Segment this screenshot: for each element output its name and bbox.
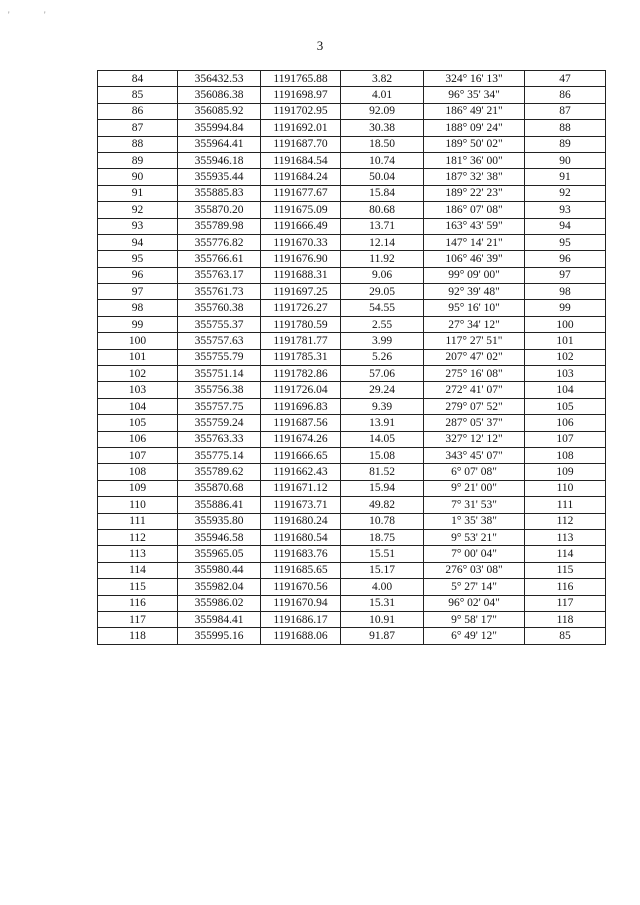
next-point-cell: 117 <box>525 595 606 611</box>
y-coordinate-cell: 1191683.76 <box>261 546 341 562</box>
distance-cell: 9.39 <box>341 398 424 414</box>
x-coordinate-cell: 355776.82 <box>178 234 261 250</box>
y-coordinate-cell: 1191688.31 <box>261 267 341 283</box>
x-coordinate-cell: 355763.17 <box>178 267 261 283</box>
point-number-cell: 118 <box>98 628 178 644</box>
y-coordinate-cell: 1191726.27 <box>261 300 341 316</box>
distance-cell: 11.92 <box>341 251 424 267</box>
bearing-cell: 189° 22' 23" <box>424 185 525 201</box>
point-number-cell: 106 <box>98 431 178 447</box>
point-number-cell: 113 <box>98 546 178 562</box>
bearing-cell: 1° 35' 38" <box>424 513 525 529</box>
next-point-cell: 116 <box>525 579 606 595</box>
table-row <box>98 464 606 480</box>
x-coordinate-cell: 355766.61 <box>178 251 261 267</box>
y-coordinate-cell: 1191782.86 <box>261 366 341 382</box>
x-coordinate-cell: 355756.38 <box>178 382 261 398</box>
next-point-cell: 89 <box>525 136 606 152</box>
x-coordinate-cell: 355980.44 <box>178 562 261 578</box>
point-number-cell: 115 <box>98 579 178 595</box>
y-coordinate-cell: 1191684.24 <box>261 169 341 185</box>
distance-cell: 54.55 <box>341 300 424 316</box>
next-point-cell: 94 <box>525 218 606 234</box>
distance-cell: 29.24 <box>341 382 424 398</box>
table-row <box>98 529 606 545</box>
x-coordinate-cell: 355761.73 <box>178 284 261 300</box>
distance-cell: 50.04 <box>341 169 424 185</box>
next-point-cell: 99 <box>525 300 606 316</box>
point-number-cell: 104 <box>98 398 178 414</box>
distance-cell: 4.01 <box>341 87 424 103</box>
table-row <box>98 202 606 218</box>
y-coordinate-cell: 1191680.24 <box>261 513 341 529</box>
next-point-cell: 106 <box>525 415 606 431</box>
point-number-cell: 105 <box>98 415 178 431</box>
bearing-cell: 327° 12' 12" <box>424 431 525 447</box>
table-row <box>98 316 606 332</box>
bearing-cell: 9° 53' 21" <box>424 529 525 545</box>
distance-cell: 4.00 <box>341 579 424 595</box>
bearing-cell: 96° 02' 04" <box>424 595 525 611</box>
y-coordinate-cell: 1191666.49 <box>261 218 341 234</box>
point-number-cell: 92 <box>98 202 178 218</box>
bearing-cell: 7° 31' 53" <box>424 497 525 513</box>
y-coordinate-cell: 1191673.71 <box>261 497 341 513</box>
distance-cell: 10.78 <box>341 513 424 529</box>
next-point-cell: 47 <box>525 71 606 87</box>
x-coordinate-cell: 356085.92 <box>178 103 261 119</box>
distance-cell: 57.06 <box>341 366 424 382</box>
bearing-cell: 287° 05' 37" <box>424 415 525 431</box>
table-row <box>98 234 606 250</box>
distance-cell: 5.26 <box>341 349 424 365</box>
table-row <box>98 382 606 398</box>
distance-cell: 10.74 <box>341 152 424 168</box>
x-coordinate-cell: 355759.24 <box>178 415 261 431</box>
point-number-cell: 89 <box>98 152 178 168</box>
table-row <box>98 611 606 627</box>
table-row <box>98 431 606 447</box>
table-row <box>98 87 606 103</box>
next-point-cell: 97 <box>525 267 606 283</box>
next-point-cell: 104 <box>525 382 606 398</box>
bearing-cell: 275° 16' 08" <box>424 366 525 382</box>
x-coordinate-cell: 355870.20 <box>178 202 261 218</box>
x-coordinate-cell: 356432.53 <box>178 71 261 87</box>
bearing-cell: 324° 16' 13" <box>424 71 525 87</box>
next-point-cell: 87 <box>525 103 606 119</box>
table-row <box>98 103 606 119</box>
bearing-cell: 186° 07' 08" <box>424 202 525 218</box>
point-number-cell: 114 <box>98 562 178 578</box>
bearing-cell: 189° 50' 02" <box>424 136 525 152</box>
x-coordinate-cell: 355751.14 <box>178 366 261 382</box>
x-coordinate-cell: 355982.04 <box>178 579 261 595</box>
bearing-cell: 147° 14' 21" <box>424 234 525 250</box>
y-coordinate-cell: 1191696.83 <box>261 398 341 414</box>
x-coordinate-cell: 355946.18 <box>178 152 261 168</box>
table-row <box>98 300 606 316</box>
point-number-cell: 91 <box>98 185 178 201</box>
y-coordinate-cell: 1191726.04 <box>261 382 341 398</box>
x-coordinate-cell: 355965.05 <box>178 546 261 562</box>
y-coordinate-cell: 1191677.67 <box>261 185 341 201</box>
next-point-cell: 108 <box>525 447 606 463</box>
point-number-cell: 85 <box>98 87 178 103</box>
next-point-cell: 109 <box>525 464 606 480</box>
bearing-cell: 95° 16' 10" <box>424 300 525 316</box>
y-coordinate-cell: 1191686.17 <box>261 611 341 627</box>
distance-cell: 3.99 <box>341 333 424 349</box>
y-coordinate-cell: 1191698.97 <box>261 87 341 103</box>
distance-cell: 3.82 <box>341 71 424 87</box>
x-coordinate-cell: 355994.84 <box>178 120 261 136</box>
x-coordinate-cell: 355935.44 <box>178 169 261 185</box>
x-coordinate-cell: 355870.68 <box>178 480 261 496</box>
table-row <box>98 218 606 234</box>
distance-cell: 13.91 <box>341 415 424 431</box>
table-row <box>98 169 606 185</box>
bearing-cell: 343° 45' 07" <box>424 447 525 463</box>
distance-cell: 10.91 <box>341 611 424 627</box>
x-coordinate-cell: 355755.79 <box>178 349 261 365</box>
table-row <box>98 136 606 152</box>
bearing-cell: 9° 58' 17" <box>424 611 525 627</box>
y-coordinate-cell: 1191662.43 <box>261 464 341 480</box>
point-number-cell: 111 <box>98 513 178 529</box>
distance-cell: 92.09 <box>341 103 424 119</box>
y-coordinate-cell: 1191687.70 <box>261 136 341 152</box>
table-row <box>98 415 606 431</box>
table-row <box>98 251 606 267</box>
table-row <box>98 513 606 529</box>
point-number-cell: 110 <box>98 497 178 513</box>
next-point-cell: 111 <box>525 497 606 513</box>
next-point-cell: 102 <box>525 349 606 365</box>
bearing-cell: 207° 47' 02" <box>424 349 525 365</box>
distance-cell: 15.51 <box>341 546 424 562</box>
y-coordinate-cell: 1191684.54 <box>261 152 341 168</box>
next-point-cell: 85 <box>525 628 606 644</box>
y-coordinate-cell: 1191676.90 <box>261 251 341 267</box>
bearing-cell: 92° 39' 48" <box>424 284 525 300</box>
next-point-cell: 88 <box>525 120 606 136</box>
bearing-cell: 279° 07' 52" <box>424 398 525 414</box>
bearing-cell: 96° 35' 34" <box>424 87 525 103</box>
distance-cell: 12.14 <box>341 234 424 250</box>
next-point-cell: 112 <box>525 513 606 529</box>
x-coordinate-cell: 355995.16 <box>178 628 261 644</box>
point-number-cell: 97 <box>98 284 178 300</box>
table-row <box>98 595 606 611</box>
distance-cell: 80.68 <box>341 202 424 218</box>
y-coordinate-cell: 1191780.59 <box>261 316 341 332</box>
point-number-cell: 94 <box>98 234 178 250</box>
corner-mark: ' <box>44 10 46 20</box>
bearing-cell: 9° 21' 00" <box>424 480 525 496</box>
point-number-cell: 100 <box>98 333 178 349</box>
y-coordinate-cell: 1191692.01 <box>261 120 341 136</box>
table-row <box>98 333 606 349</box>
x-coordinate-cell: 355757.63 <box>178 333 261 349</box>
table-row <box>98 120 606 136</box>
x-coordinate-cell: 355935.80 <box>178 513 261 529</box>
next-point-cell: 105 <box>525 398 606 414</box>
corner-mark: ' <box>8 10 10 20</box>
next-point-cell: 95 <box>525 234 606 250</box>
x-coordinate-cell: 355885.83 <box>178 185 261 201</box>
page-number: 3 <box>316 38 324 53</box>
point-number-cell: 101 <box>98 349 178 365</box>
distance-cell: 49.82 <box>341 497 424 513</box>
table-row <box>98 562 606 578</box>
table-row <box>98 447 606 463</box>
table-row <box>98 366 606 382</box>
table-row <box>98 398 606 414</box>
next-point-cell: 114 <box>525 546 606 562</box>
bearing-cell: 276° 03' 08" <box>424 562 525 578</box>
y-coordinate-cell: 1191670.94 <box>261 595 341 611</box>
point-number-cell: 98 <box>98 300 178 316</box>
distance-cell: 15.31 <box>341 595 424 611</box>
y-coordinate-cell: 1191670.56 <box>261 579 341 595</box>
x-coordinate-cell: 355763.33 <box>178 431 261 447</box>
y-coordinate-cell: 1191680.54 <box>261 529 341 545</box>
bearing-cell: 106° 46' 39" <box>424 251 525 267</box>
y-coordinate-cell: 1191675.09 <box>261 202 341 218</box>
distance-cell: 9.06 <box>341 267 424 283</box>
x-coordinate-cell: 355760.38 <box>178 300 261 316</box>
next-point-cell: 90 <box>525 152 606 168</box>
coordinates-table <box>97 70 606 645</box>
table-row <box>98 579 606 595</box>
y-coordinate-cell: 1191666.65 <box>261 447 341 463</box>
distance-cell: 2.55 <box>341 316 424 332</box>
next-point-cell: 91 <box>525 169 606 185</box>
y-coordinate-cell: 1191685.65 <box>261 562 341 578</box>
next-point-cell: 101 <box>525 333 606 349</box>
table-row <box>98 71 606 87</box>
point-number-cell: 86 <box>98 103 178 119</box>
table-row <box>98 152 606 168</box>
point-number-cell: 116 <box>98 595 178 611</box>
point-number-cell: 88 <box>98 136 178 152</box>
point-number-cell: 93 <box>98 218 178 234</box>
table-row <box>98 480 606 496</box>
point-number-cell: 107 <box>98 447 178 463</box>
bearing-cell: 6° 49' 12" <box>424 628 525 644</box>
y-coordinate-cell: 1191765.88 <box>261 71 341 87</box>
x-coordinate-cell: 355789.62 <box>178 464 261 480</box>
bearing-cell: 99° 09' 00" <box>424 267 525 283</box>
x-coordinate-cell: 355946.58 <box>178 529 261 545</box>
x-coordinate-cell: 355886.41 <box>178 497 261 513</box>
point-number-cell: 95 <box>98 251 178 267</box>
next-point-cell: 103 <box>525 366 606 382</box>
point-number-cell: 117 <box>98 611 178 627</box>
next-point-cell: 110 <box>525 480 606 496</box>
next-point-cell: 93 <box>525 202 606 218</box>
next-point-cell: 86 <box>525 87 606 103</box>
bearing-cell: 117° 27' 51" <box>424 333 525 349</box>
bearing-cell: 186° 49' 21" <box>424 103 525 119</box>
bearing-cell: 187° 32' 38" <box>424 169 525 185</box>
table-row <box>98 284 606 300</box>
next-point-cell: 115 <box>525 562 606 578</box>
bearing-cell: 27° 34' 12" <box>424 316 525 332</box>
next-point-cell: 98 <box>525 284 606 300</box>
table-row <box>98 267 606 283</box>
y-coordinate-cell: 1191702.95 <box>261 103 341 119</box>
point-number-cell: 90 <box>98 169 178 185</box>
x-coordinate-cell: 356086.38 <box>178 87 261 103</box>
point-number-cell: 102 <box>98 366 178 382</box>
bearing-cell: 5° 27' 14" <box>424 579 525 595</box>
y-coordinate-cell: 1191687.56 <box>261 415 341 431</box>
y-coordinate-cell: 1191688.06 <box>261 628 341 644</box>
next-point-cell: 92 <box>525 185 606 201</box>
y-coordinate-cell: 1191670.33 <box>261 234 341 250</box>
table-row <box>98 628 606 644</box>
bearing-cell: 7° 00' 04" <box>424 546 525 562</box>
table-row <box>98 185 606 201</box>
point-number-cell: 99 <box>98 316 178 332</box>
distance-cell: 18.50 <box>341 136 424 152</box>
next-point-cell: 113 <box>525 529 606 545</box>
y-coordinate-cell: 1191785.31 <box>261 349 341 365</box>
distance-cell: 15.08 <box>341 447 424 463</box>
table-row <box>98 497 606 513</box>
distance-cell: 29.05 <box>341 284 424 300</box>
point-number-cell: 108 <box>98 464 178 480</box>
distance-cell: 91.87 <box>341 628 424 644</box>
point-number-cell: 109 <box>98 480 178 496</box>
x-coordinate-cell: 355775.14 <box>178 447 261 463</box>
distance-cell: 15.17 <box>341 562 424 578</box>
distance-cell: 13.71 <box>341 218 424 234</box>
x-coordinate-cell: 355755.37 <box>178 316 261 332</box>
point-number-cell: 103 <box>98 382 178 398</box>
point-number-cell: 84 <box>98 71 178 87</box>
point-number-cell: 96 <box>98 267 178 283</box>
table-row <box>98 546 606 562</box>
distance-cell: 81.52 <box>341 464 424 480</box>
bearing-cell: 181° 36' 00" <box>424 152 525 168</box>
y-coordinate-cell: 1191671.12 <box>261 480 341 496</box>
point-number-cell: 112 <box>98 529 178 545</box>
bearing-cell: 188° 09' 24" <box>424 120 525 136</box>
x-coordinate-cell: 355789.98 <box>178 218 261 234</box>
distance-cell: 30.38 <box>341 120 424 136</box>
x-coordinate-cell: 355986.02 <box>178 595 261 611</box>
distance-cell: 15.84 <box>341 185 424 201</box>
table-row <box>98 349 606 365</box>
bearing-cell: 6° 07' 08" <box>424 464 525 480</box>
point-number-cell: 87 <box>98 120 178 136</box>
y-coordinate-cell: 1191781.77 <box>261 333 341 349</box>
x-coordinate-cell: 355984.41 <box>178 611 261 627</box>
distance-cell: 14.05 <box>341 431 424 447</box>
next-point-cell: 118 <box>525 611 606 627</box>
distance-cell: 18.75 <box>341 529 424 545</box>
next-point-cell: 96 <box>525 251 606 267</box>
bearing-cell: 272° 41' 07" <box>424 382 525 398</box>
table-body <box>98 71 606 645</box>
bearing-cell: 163° 43' 59" <box>424 218 525 234</box>
x-coordinate-cell: 355757.75 <box>178 398 261 414</box>
next-point-cell: 107 <box>525 431 606 447</box>
y-coordinate-cell: 1191674.26 <box>261 431 341 447</box>
distance-cell: 15.94 <box>341 480 424 496</box>
y-coordinate-cell: 1191697.25 <box>261 284 341 300</box>
next-point-cell: 100 <box>525 316 606 332</box>
x-coordinate-cell: 355964.41 <box>178 136 261 152</box>
